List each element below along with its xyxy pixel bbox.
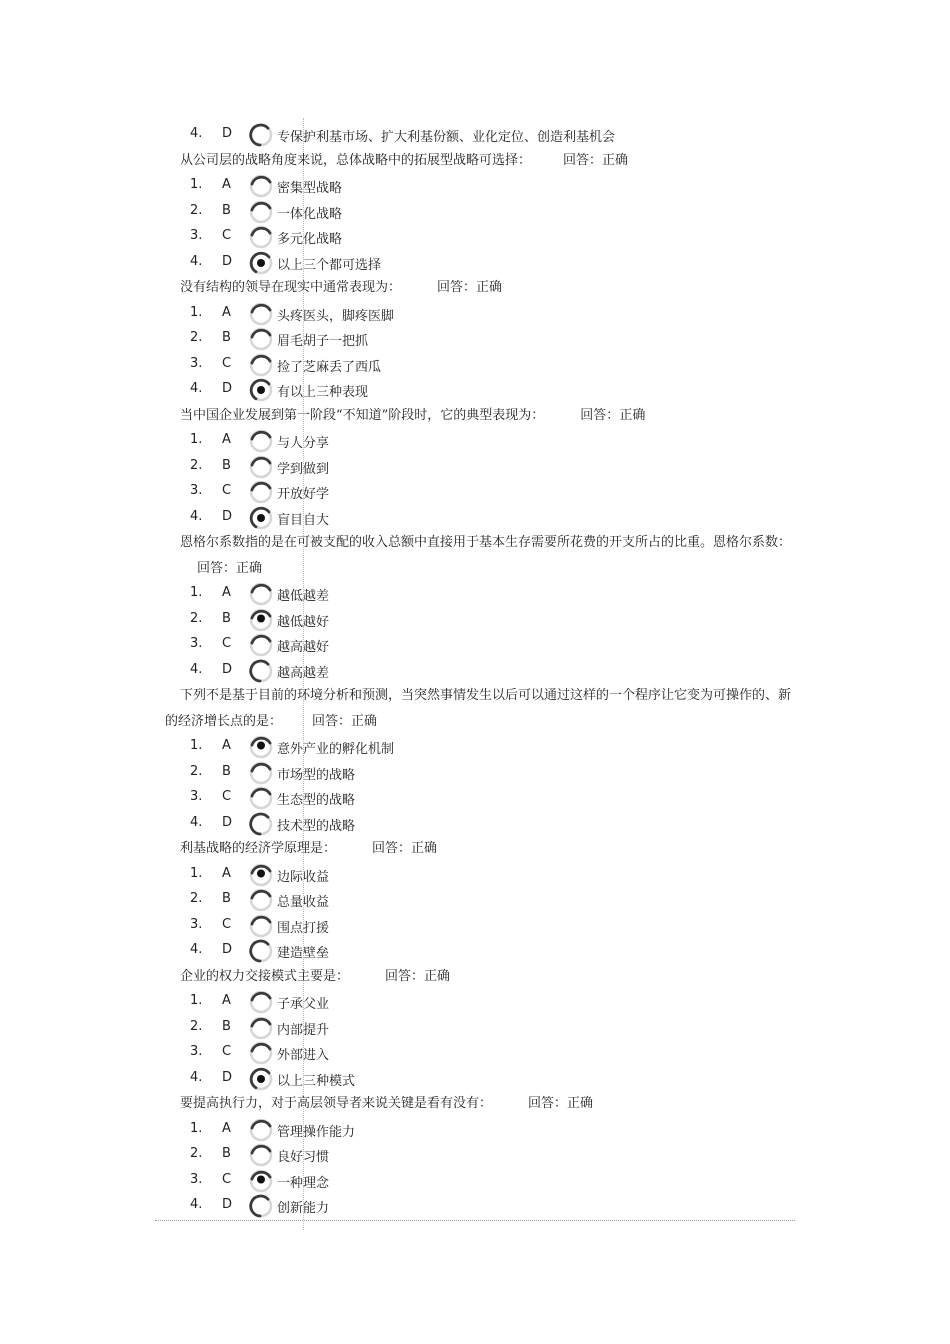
option-row[interactable]: [0, 1040, 950, 1066]
option-letter: D: [222, 1069, 233, 1085]
option-text: 多元化战略: [277, 232, 343, 247]
option-row[interactable]: [0, 479, 950, 505]
option-letter: C: [222, 916, 232, 932]
option-row[interactable]: [0, 173, 950, 199]
option-letter: B: [222, 202, 231, 218]
answer-status: [372, 841, 437, 856]
option-number: 3.: [190, 1171, 203, 1187]
option-number: 4.: [190, 253, 203, 269]
option-letter: D: [222, 661, 233, 677]
option-text: 密集型战略: [277, 181, 343, 196]
question-text: [165, 964, 793, 990]
question-text: [165, 148, 793, 174]
answer-status: [528, 1096, 593, 1111]
option-number: 1.: [190, 738, 203, 753]
question-prompt: 利基战略的经济学原理是：: [180, 841, 337, 856]
question-prompt: 下列不是基于目前的环境分析和预测，当突然事情发生以后可以通过这样的一个程序让它变为可操作的、新的经济增长点的是：: [165, 688, 792, 729]
answer-status: [385, 969, 450, 984]
answer-status: [437, 280, 502, 295]
radio-button-icon[interactable]: [246, 656, 276, 686]
option-text: 眉毛胡子一把抓: [277, 334, 369, 349]
option-text: 边际收益: [277, 869, 330, 885]
option-text: 越高越好: [277, 640, 330, 655]
option-row[interactable]: [0, 1015, 950, 1041]
radio-button-icon[interactable]: [246, 809, 276, 839]
option-text: 生态型的战略: [277, 793, 356, 808]
option-letter: C: [222, 355, 232, 371]
option-number: 4.: [190, 661, 203, 677]
option-number: 4.: [190, 942, 203, 957]
answer-value: 正确: [236, 560, 263, 576]
option-letter: D: [222, 1197, 233, 1212]
option-letter: D: [222, 381, 233, 396]
option-letter: C: [222, 1171, 232, 1187]
option-letter: B: [222, 763, 231, 779]
option-text: 有以上三种表现: [277, 385, 369, 400]
question-text: [165, 275, 793, 301]
option-number: 3.: [190, 228, 203, 243]
option-text: 越高越差: [277, 665, 330, 681]
option-text: 管理操作能力: [277, 1124, 356, 1140]
option-row[interactable]: [0, 454, 950, 480]
option-text: 围点打援: [277, 920, 330, 936]
question-block: [0, 403, 950, 531]
option-number: 1.: [190, 177, 203, 192]
option-row[interactable]: [0, 224, 950, 250]
question-block: [0, 683, 950, 836]
option-letter: B: [222, 1146, 231, 1161]
option-letter: D: [222, 814, 233, 830]
option-number: 3.: [190, 1044, 203, 1059]
option-number: 1.: [190, 1120, 203, 1136]
option-number: 4.: [190, 508, 203, 524]
option-text: 总量收益: [277, 895, 330, 910]
option-text: 捡了芝麻丢了西瓜: [277, 359, 382, 375]
option-text: 专保护利基市场、扩大利基份额、业化定位、创造利基机会: [277, 130, 616, 145]
option-row[interactable]: [0, 887, 950, 913]
option-number: 3.: [190, 636, 203, 651]
option-row[interactable]: [0, 760, 950, 786]
option-row[interactable]: [0, 607, 950, 633]
option-row[interactable]: [0, 862, 950, 888]
option-letter: D: [222, 508, 233, 524]
option-letter: A: [222, 1120, 231, 1136]
option-number: 2.: [190, 457, 203, 473]
option-text: 头疼医头，脚疼医脚: [277, 308, 395, 324]
option-letter: A: [222, 993, 231, 1008]
option-number: 2.: [190, 891, 203, 906]
option-letter: A: [222, 432, 231, 447]
question-prompt: 没有结构的领导在现实中通常表现为：: [180, 280, 402, 295]
question-block: [0, 836, 950, 964]
answer-status: [563, 153, 628, 168]
question-block: [0, 122, 950, 148]
option-number: 4.: [190, 1197, 203, 1212]
answer-label: 回答：: [528, 1096, 568, 1111]
option-number: 2.: [190, 330, 203, 345]
option-number: 4.: [190, 126, 203, 141]
answer-value: 正确: [351, 713, 378, 729]
bottom-divider: [155, 1220, 795, 1221]
question-text: [165, 683, 793, 734]
option-row[interactable]: [0, 122, 950, 148]
question-prompt: 当中国企业发展到第一阶段“不知道”阶段时，它的典型表现为：: [180, 407, 545, 423]
option-text: 盲目自大: [277, 512, 330, 528]
quiz-content: [0, 122, 950, 1219]
option-number: 4.: [190, 381, 203, 396]
option-text: 以上三种模式: [277, 1073, 356, 1089]
question-block: [0, 148, 950, 276]
option-row[interactable]: [0, 1117, 950, 1143]
option-text: 建造壁垒: [277, 946, 330, 961]
option-number: 4.: [190, 1069, 203, 1085]
question-block: [0, 530, 950, 683]
option-row[interactable]: [0, 632, 950, 658]
option-number: 1.: [190, 865, 203, 881]
option-number: 2.: [190, 202, 203, 218]
option-letter: D: [222, 942, 233, 957]
radio-selected-icon[interactable]: [246, 1064, 276, 1094]
option-row[interactable]: [0, 428, 950, 454]
option-letter: B: [222, 457, 231, 473]
option-row[interactable]: [0, 377, 950, 403]
option-row[interactable]: [0, 785, 950, 811]
option-text: 一种理念: [277, 1175, 330, 1191]
option-row[interactable]: [0, 734, 950, 760]
option-number: 3.: [190, 916, 203, 932]
question-text: [165, 530, 793, 581]
question-block: [0, 1091, 950, 1219]
question-text: [165, 836, 793, 862]
option-letter: A: [222, 304, 231, 320]
radio-button-icon[interactable]: [246, 120, 276, 150]
option-row[interactable]: [0, 581, 950, 607]
option-row[interactable]: [0, 505, 950, 531]
option-number: 1.: [190, 585, 203, 600]
question-block: [0, 964, 950, 1092]
option-text: 与人分享: [277, 436, 330, 451]
option-letter: B: [222, 891, 231, 906]
answer-label: 回答：: [372, 841, 412, 856]
option-letter: D: [222, 126, 233, 141]
option-number: 1.: [190, 993, 203, 1008]
option-row[interactable]: [0, 658, 950, 684]
option-text: 创新能力: [277, 1201, 330, 1216]
question-prompt: 恩格尔系数指的是在可被支配的收入总额中直接用于基本生存需要所花费的开支所占的比重。恩格尔系数：: [180, 535, 792, 550]
option-number: 2.: [190, 1018, 203, 1034]
question-prompt: 从公司层的战略角度来说，总体战略中的拓展型战略可选择：: [180, 152, 532, 168]
question-text: [165, 1091, 793, 1117]
option-text: 外部进入: [277, 1048, 330, 1063]
option-text: 越低越差: [277, 589, 330, 604]
answer-status: [580, 408, 645, 423]
option-letter: A: [222, 738, 231, 753]
option-row[interactable]: [0, 326, 950, 352]
radio-selected-icon[interactable]: [246, 503, 276, 533]
radio-selected-icon[interactable]: [246, 248, 276, 278]
answer-value: 正确: [567, 1096, 594, 1111]
option-row[interactable]: [0, 199, 950, 225]
option-letter: C: [222, 228, 232, 243]
answer-label: 回答：: [437, 280, 477, 295]
option-number: 1.: [190, 432, 203, 447]
option-text: 学到做到: [277, 461, 330, 477]
option-letter: A: [222, 585, 231, 600]
radio-button-icon[interactable]: [246, 936, 276, 966]
option-row[interactable]: [0, 250, 950, 276]
option-number: 3.: [190, 355, 203, 371]
answer-value: 正确: [411, 841, 438, 856]
option-row[interactable]: [0, 1193, 950, 1219]
answer-value: 正确: [476, 280, 503, 295]
option-row[interactable]: [0, 938, 950, 964]
answer-value: 正确: [424, 968, 451, 984]
option-letter: C: [222, 1044, 232, 1059]
option-letter: B: [222, 1018, 231, 1034]
option-letter: B: [222, 610, 231, 626]
option-number: 3.: [190, 789, 203, 804]
option-number: 2.: [190, 610, 203, 626]
answer-value: 正确: [602, 152, 629, 168]
option-letter: C: [222, 636, 232, 651]
option-number: 4.: [190, 814, 203, 830]
answer-label: 回答：: [312, 713, 352, 729]
option-letter: C: [222, 483, 232, 498]
radio-button-icon[interactable]: [246, 1191, 276, 1221]
option-row[interactable]: [0, 301, 950, 327]
option-letter: D: [222, 253, 233, 269]
question-prompt: 要提高执行力，对于高层领导者来说关键是看有没有：: [180, 1096, 493, 1111]
question-text: [165, 403, 793, 429]
question-block: [0, 275, 950, 403]
radio-selected-icon[interactable]: [246, 375, 276, 405]
option-number: 2.: [190, 763, 203, 779]
option-row[interactable]: [0, 1066, 950, 1092]
option-text: 越低越好: [277, 614, 330, 630]
answer-label: 回答：: [563, 152, 603, 168]
option-number: 2.: [190, 1146, 203, 1161]
option-text: 内部提升: [277, 1022, 330, 1038]
option-letter: A: [222, 865, 231, 881]
option-number: 3.: [190, 483, 203, 498]
option-text: 意外产业的孵化机制: [277, 742, 395, 757]
question-prompt: 企业的权力交接模式主要是：: [180, 968, 350, 984]
answer-label: 回答：: [197, 560, 237, 576]
option-letter: A: [222, 177, 231, 192]
option-row[interactable]: [0, 1142, 950, 1168]
option-text: 市场型的战略: [277, 767, 356, 783]
answer-status: [197, 561, 262, 576]
option-row[interactable]: [0, 989, 950, 1015]
option-text: 以上三个都可选择: [277, 257, 382, 273]
answer-label: 回答：: [580, 407, 620, 423]
option-text: 技术型的战略: [277, 818, 356, 834]
answer-status: [312, 714, 377, 729]
option-number: 1.: [190, 304, 203, 320]
option-row[interactable]: [0, 352, 950, 378]
option-row[interactable]: [0, 811, 950, 837]
option-text: 良好习惯: [277, 1150, 330, 1165]
answer-label: 回答：: [385, 968, 425, 984]
option-row[interactable]: [0, 913, 950, 939]
answer-value: 正确: [619, 407, 646, 423]
option-text: 子承父业: [277, 997, 330, 1012]
option-text: 一体化战略: [277, 206, 343, 222]
option-row[interactable]: [0, 1168, 950, 1194]
option-letter: C: [222, 789, 232, 804]
option-text: 开放好学: [277, 487, 330, 502]
option-letter: B: [222, 330, 231, 345]
